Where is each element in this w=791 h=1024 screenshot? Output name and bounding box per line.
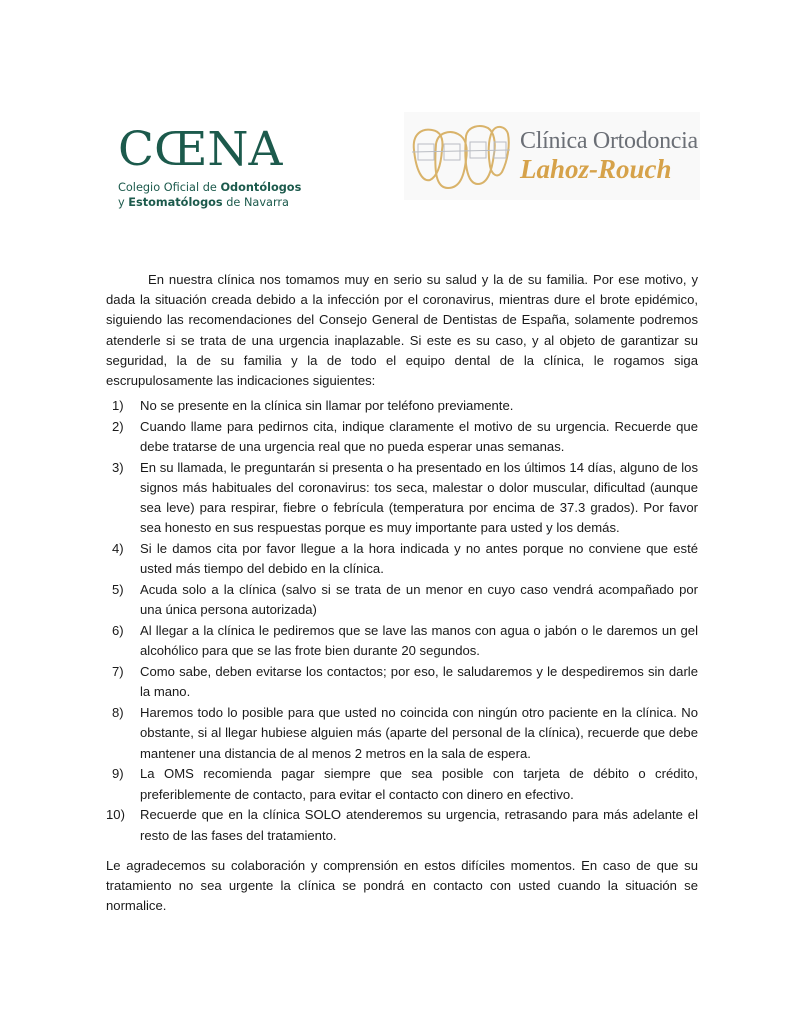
list-item <box>106 417 698 457</box>
teeth-with-braces-icon <box>410 120 514 194</box>
closing-paragraph: Le agradecemos su colaboración y comprensión en estos difíciles momentos. En caso de que su tratamiento no sea urgente la clínica se pondrá en contacto con usted cuando la situación se normalice. <box>106 858 698 914</box>
list-item <box>106 580 698 620</box>
list-item <box>106 458 698 539</box>
coena-subtitle <box>118 180 318 210</box>
list-item-text: Acuda solo a la clínica (salvo si se trata de un menor en cuyo caso vendrá acompañado por una única persona autorizada) <box>140 582 698 618</box>
list-item-text: La OMS recomienda pagar siempre que sea posible con tarjeta de débito o crédito, preferiblemente de contacto, para evitar el contacto con dinero en efectivo. <box>140 766 698 802</box>
list-item-number: 7) <box>112 664 124 680</box>
list-item-text: Al llegar a la clínica le pediremos que se lave las manos con agua o jabón o le daremos un gel alcohólico para que se las frote bien durante 20 segundos. <box>140 623 698 659</box>
clinic-logo <box>404 112 700 200</box>
list-item <box>106 396 698 416</box>
list-item <box>106 764 698 804</box>
list-item-text: No se presente en la clínica sin llamar por teléfono previamente. <box>140 398 514 413</box>
list-item <box>106 703 698 764</box>
instructions-list <box>106 396 698 846</box>
coena-subtitle-line2 <box>118 195 318 210</box>
coena-line1-prefix: Colegio Oficial de <box>118 181 221 194</box>
list-item-number: 9) <box>112 766 124 782</box>
list-item <box>106 539 698 579</box>
list-item-text: Como sabe, deben evitarse los contactos; por eso, le saludaremos y le despediremos sin darle la mano. <box>140 664 698 700</box>
clinic-title: Clínica Ortodoncia <box>520 128 698 154</box>
list-item-number: 2) <box>112 418 124 434</box>
coena-line1-bold: Odontólogos <box>220 181 302 194</box>
list-item-text: Si le damos cita por favor llegue a la hora indicada y no antes porque no conviene que esté usted más tiempo del debido en la clínica. <box>140 541 698 577</box>
list-item-text: En su llamada, le preguntarán si presenta o ha presentado en los últimos 14 días, alguno de los signos más habituales del coronavirus: tos seca, malestar o dolor muscular, dificultad (aunque sea leve) para respirar, fiebre o febrícula (temperatura por encima de 37.3 grados). Por favor sea honesto en sus respuestas porque es muy importante para usted y los demás. <box>140 459 698 536</box>
list-item <box>106 805 698 845</box>
list-item-number: 6) <box>112 623 124 639</box>
list-item-number: 1) <box>112 398 124 413</box>
coena-line2-prefix: y <box>118 196 129 209</box>
coena-subtitle-line1 <box>118 180 318 195</box>
list-item-text: Recuerde que en la clínica SOLO atenderemos su urgencia, retrasando para más adelante el resto de las fases del tratamiento. <box>140 807 698 843</box>
list-item <box>106 621 698 661</box>
list-item-text: Haremos todo lo posible para que usted no coincida con ningún otro paciente en la clínica. No obstante, si al llegar hubiese alguien más (aparte del personal de la clínica), recuerde que debe mantener una distancia de al menos 2 metros en la sala de espera. <box>140 705 698 761</box>
intro-paragraph: En nuestra clínica nos tomamos muy en serio su salud y la de su familia. Por ese motivo, y dada la situación creada debido a la infección por el coronavirus, mientras dure el brote epidémico, siguiendo las recomendaciones del Consejo General de Dentistas de España, solamente podremos atenderle si se trata de una urgencia inaplazable. Si este es su caso, y al objeto de garantizar su seguridad, la de su familia y la de todo el equipo dental de la clínica, le rogamos siga escrupulosamente las indicaciones siguientes: <box>106 272 698 389</box>
list-item-number: 3) <box>112 459 124 475</box>
coena-line2-suffix: de Navarra <box>222 196 289 209</box>
list-item <box>106 662 698 702</box>
coena-line2-bold: Estomatólogos <box>128 196 223 209</box>
list-item-number: 8) <box>112 705 124 721</box>
coena-logo <box>118 122 318 210</box>
coena-wordmark: CŒNA <box>118 122 283 177</box>
list-item-number: 5) <box>112 582 124 598</box>
list-item-text: Cuando llame para pedirnos cita, indique claramente el motivo de su urgencia. Recuerde que debe tratarse de una urgencia real que no pueda esperar unas semanas. <box>140 418 698 454</box>
list-item-number: 4) <box>112 541 124 557</box>
clinic-name: Lahoz-Rouch <box>520 154 672 184</box>
list-item-number: 10) <box>106 807 125 823</box>
